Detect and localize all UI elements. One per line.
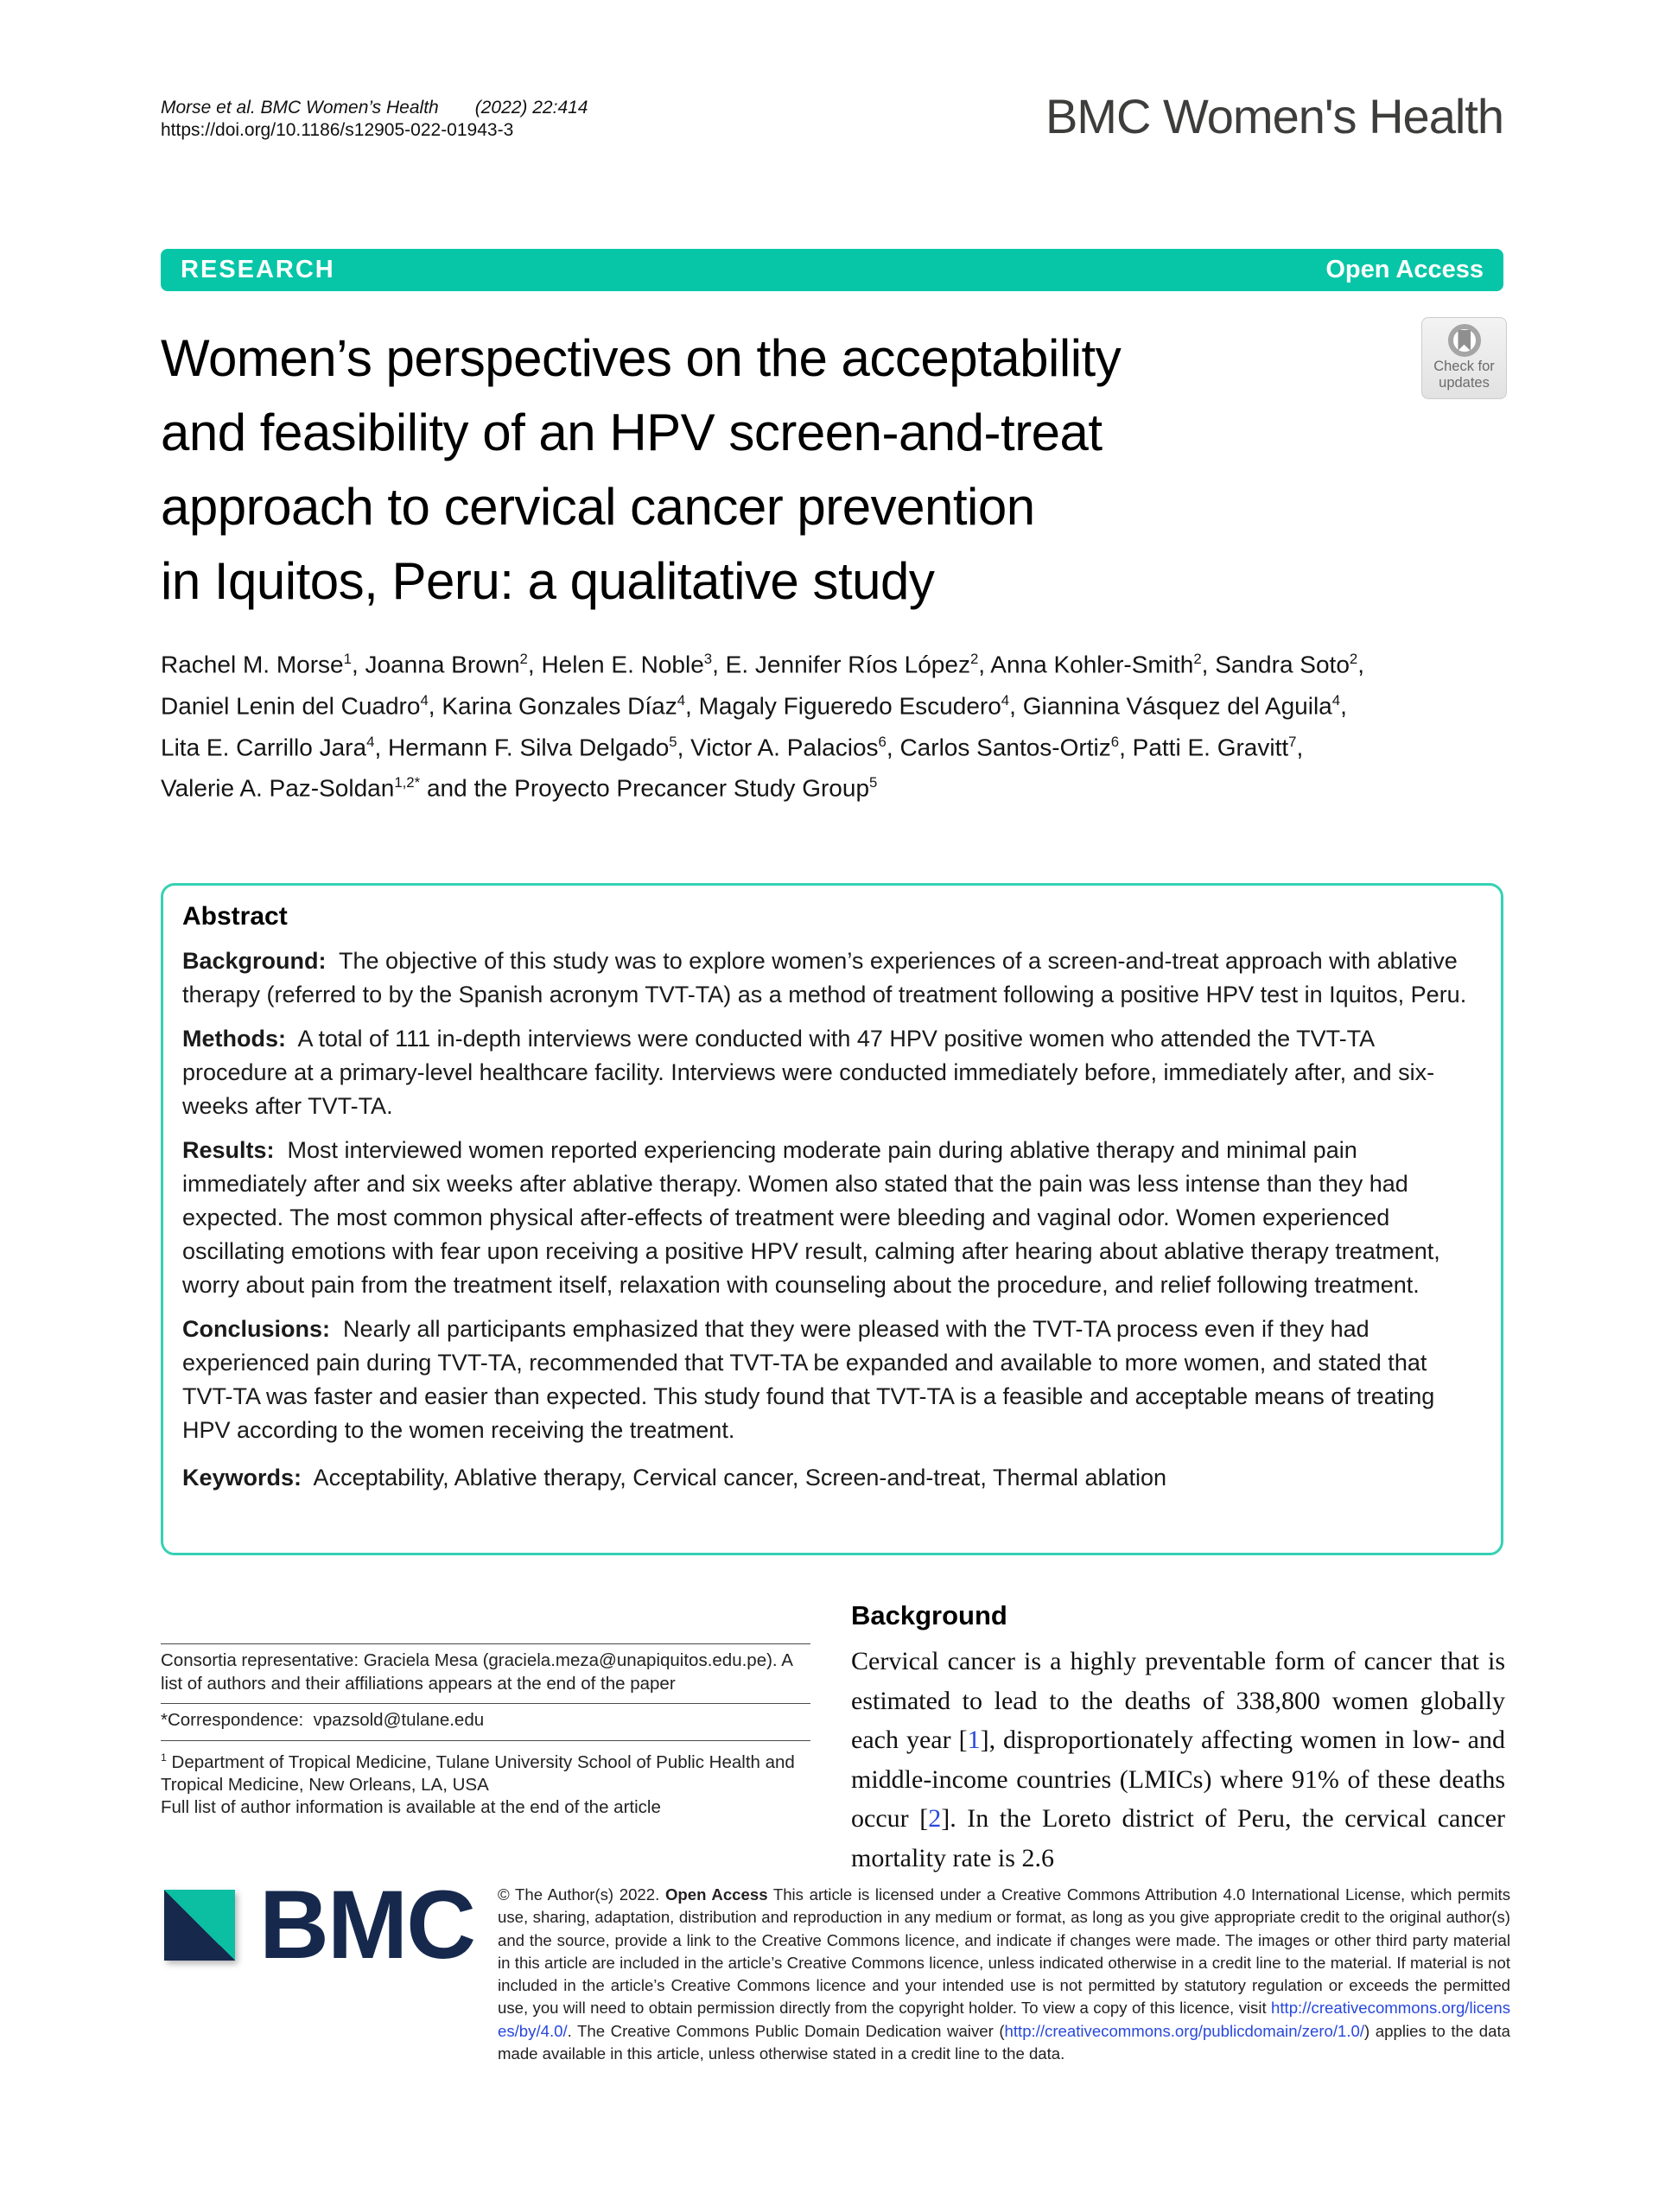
- bmc-logo: [164, 1871, 475, 1979]
- citation-block: [161, 97, 588, 141]
- author-list: [161, 641, 1483, 806]
- crossmark-icon: [1448, 324, 1481, 357]
- author-line: Lita E. Carrillo Jara$^4$, Hermann F. Silva Delgado$^5$, Victor A. Palacios$^6$, Carlos Santos-Ortiz$^6$, Patti E. Gravitt$^7$,: [161, 733, 1304, 760]
- author-line: Daniel Lenin del Cuadro$^4$, Karina Gonzales Díaz$^4$, Magaly Figueredo Escudero$^4$, Giannina Vásquez del Aguila$^4$,: [161, 691, 1347, 720]
- article-type-label: RESEARCH: [181, 256, 335, 283]
- consortia-text: Consortia representative: Graciela Mesa (graciela.meza@unapiquitos.edu.pe).: [161, 1650, 778, 1670]
- abstract-box: [161, 883, 1503, 1555]
- check-badge-label-1: Check for: [1433, 359, 1495, 374]
- check-for-updates-badge[interactable]: [1421, 317, 1507, 399]
- abstract-paragraph: Methods: A total of 111 in-depth interviews were conducted with 47 HPV positive women who attended the TVT-TA procedure at a primary-level healthcare facility. Interviews were conducted immediately before, immediately after, and six-weeks after TVT-TA.: [182, 1026, 1435, 1119]
- license-url-link[interactable]: http://creativecommons.org/licenses/by/4.0/: [498, 1999, 1510, 2040]
- bmc-logo-mark-icon: [164, 1890, 235, 1961]
- open-access-label: Open Access: [1325, 256, 1484, 283]
- article-title-line: in Iquitos, Peru: a qualitative study: [161, 552, 935, 610]
- footnotes-column: [161, 1643, 810, 1827]
- bookmark-icon: [1458, 330, 1471, 351]
- abstract-paragraph: Keywords: Acceptability, Ablative therapy, Cervical cancer, Screen-and-treat, Thermal ablation: [182, 1465, 1167, 1491]
- abstract-paragraph: Conclusions: Nearly all participants emphasized that they were pleased with the TVT-TA process even if they had experienced pain during TVT-TA, recommended that TVT-TA be expanded and available to more women, and stated that TVT-TA was faster and easier than expected. This study found that TVT-TA is a feasible and acceptable means of treating HPV according to the women receiving the treatment.: [182, 1316, 1435, 1443]
- background-section: [851, 1600, 1505, 1878]
- citation-link[interactable]: 1: [967, 1726, 981, 1754]
- article-title: [161, 321, 1405, 619]
- affiliation-text: [161, 1746, 810, 1797]
- full-list-note: Full list of author information is available at the end of the article: [161, 1797, 661, 1818]
- abstract-paragraph: Results: Most interviewed women reported experiencing moderate pain during ablative therapy and minimal pain immediately after and six weeks after ablative therapy. Women also stated that the pain was less intense than they had expected. The most common physical after-effects of treatment were bleeding and vaginal odor. Women experienced oscillating emotions with fear upon receiving a positive HPV result, calming after hearing about ablative therapy treatment, worry about pain from the treatment itself, relaxation with counseling about the procedure, and relief following treatment.: [182, 1137, 1440, 1298]
- background-paragraph: Cervical cancer is a highly preventable form of cancer that is estimated to lead to the deaths of 338,800 women globally each year [1], disproportionately affecting women in low- and middle-income countries (LMICs) where 91% of these deaths occur [2]. In the Loreto district of Peru, the cervical cancer mortality rate is 2.6: [851, 1647, 1505, 1872]
- affiliation-value: Department of Tropical Medicine, Tulane University School of Public Health and Tropical Medicine, New Orleans, LA, USA: [161, 1751, 795, 1795]
- author-line: Rachel M. Morse$^1$, Joanna Brown$^2$, Helen E. Noble$^3$, E. Jennifer Ríos López$^2$, Anna Kohler-Smith$^2$, Sandra Soto$^2$,: [161, 651, 1365, 678]
- affiliation-marker: 1: [161, 1751, 167, 1764]
- citation-link[interactable]: 2: [928, 1804, 942, 1833]
- consortia-note: [161, 1643, 810, 1703]
- correspondence-label: *Correspondence:: [161, 1710, 304, 1730]
- article-title-line: Women’s perspectives on the acceptability: [161, 329, 1122, 387]
- article-title-line: and feasibility of an HPV screen-and-treat: [161, 404, 1103, 461]
- background-heading: Background: [851, 1600, 1007, 1630]
- author-line: Valerie A. Paz-Soldan$^{1,2*}$ and the Proyecto Precancer Study Group$^5$: [161, 774, 878, 802]
- license-text: © The Author(s) 2022. Open Access This article is licensed under a Creative Commons Attribution 4.0 International License, which permits use, sharing, adaptation, distribution and reproduction in any medium or format, as long as you give appropriate credit to the original author(s) and the source, provide a link to the Creative Commons licence, and indicate if changes were made. The images or other third party material in this article are included in the article’s Creative Commons licence, unless indicated otherwise in a credit line to the material. If material is not included in the article’s Creative Commons licence and your intended use is not permitted by statutory regulation or exceeds the permitted use, you will need to obtain permission directly from the copyright holder. To view a copy of this licence, visit http://creativecommons.org/licenses/by/4.0/. The Creative Commons Public Domain Dedication waiver (http://creativecommons.org/publicdomain/zero/1.0/) applies to the data made available in this article, unless otherwise stated in a credit line to the data.: [498, 1885, 1510, 2063]
- journal-title: BMC Women's Health: [1045, 89, 1503, 143]
- bmc-logo-text: BMC: [259, 1871, 475, 1979]
- citation-text: Morse et al. BMC Women’s Health: [161, 98, 439, 118]
- correspondence-email: vpazsold@tulane.edu: [313, 1710, 485, 1730]
- abstract-heading: Abstract: [182, 902, 288, 931]
- check-badge-label-2: updates: [1439, 375, 1490, 391]
- research-banner: [161, 249, 1503, 291]
- citation-volume: (2022) 22:414: [474, 98, 588, 118]
- license-url-link[interactable]: http://creativecommons.org/publicdomain/zero/1.0/: [1004, 2021, 1365, 2040]
- citation-line: [161, 97, 588, 118]
- abstract-paragraph: Background: The objective of this study was to explore women’s experiences of a screen-and-treat approach with ablative therapy (referred to by the Spanish acronym TVT-TA) as a method of treatment following a positive HPV test in Iquitos, Peru.: [182, 948, 1467, 1007]
- author-list-note: A list of authors and their affiliations appears at the end of the paper: [161, 1650, 792, 1694]
- abstract-body: [182, 944, 1475, 1495]
- correspondence-note: [161, 1703, 810, 1740]
- doi-text: https://doi.org/10.1186/s12905-022-01943-3: [161, 120, 514, 140]
- article-title-line: approach to cervical cancer prevention: [161, 478, 1035, 536]
- affiliation-note: [161, 1740, 810, 1827]
